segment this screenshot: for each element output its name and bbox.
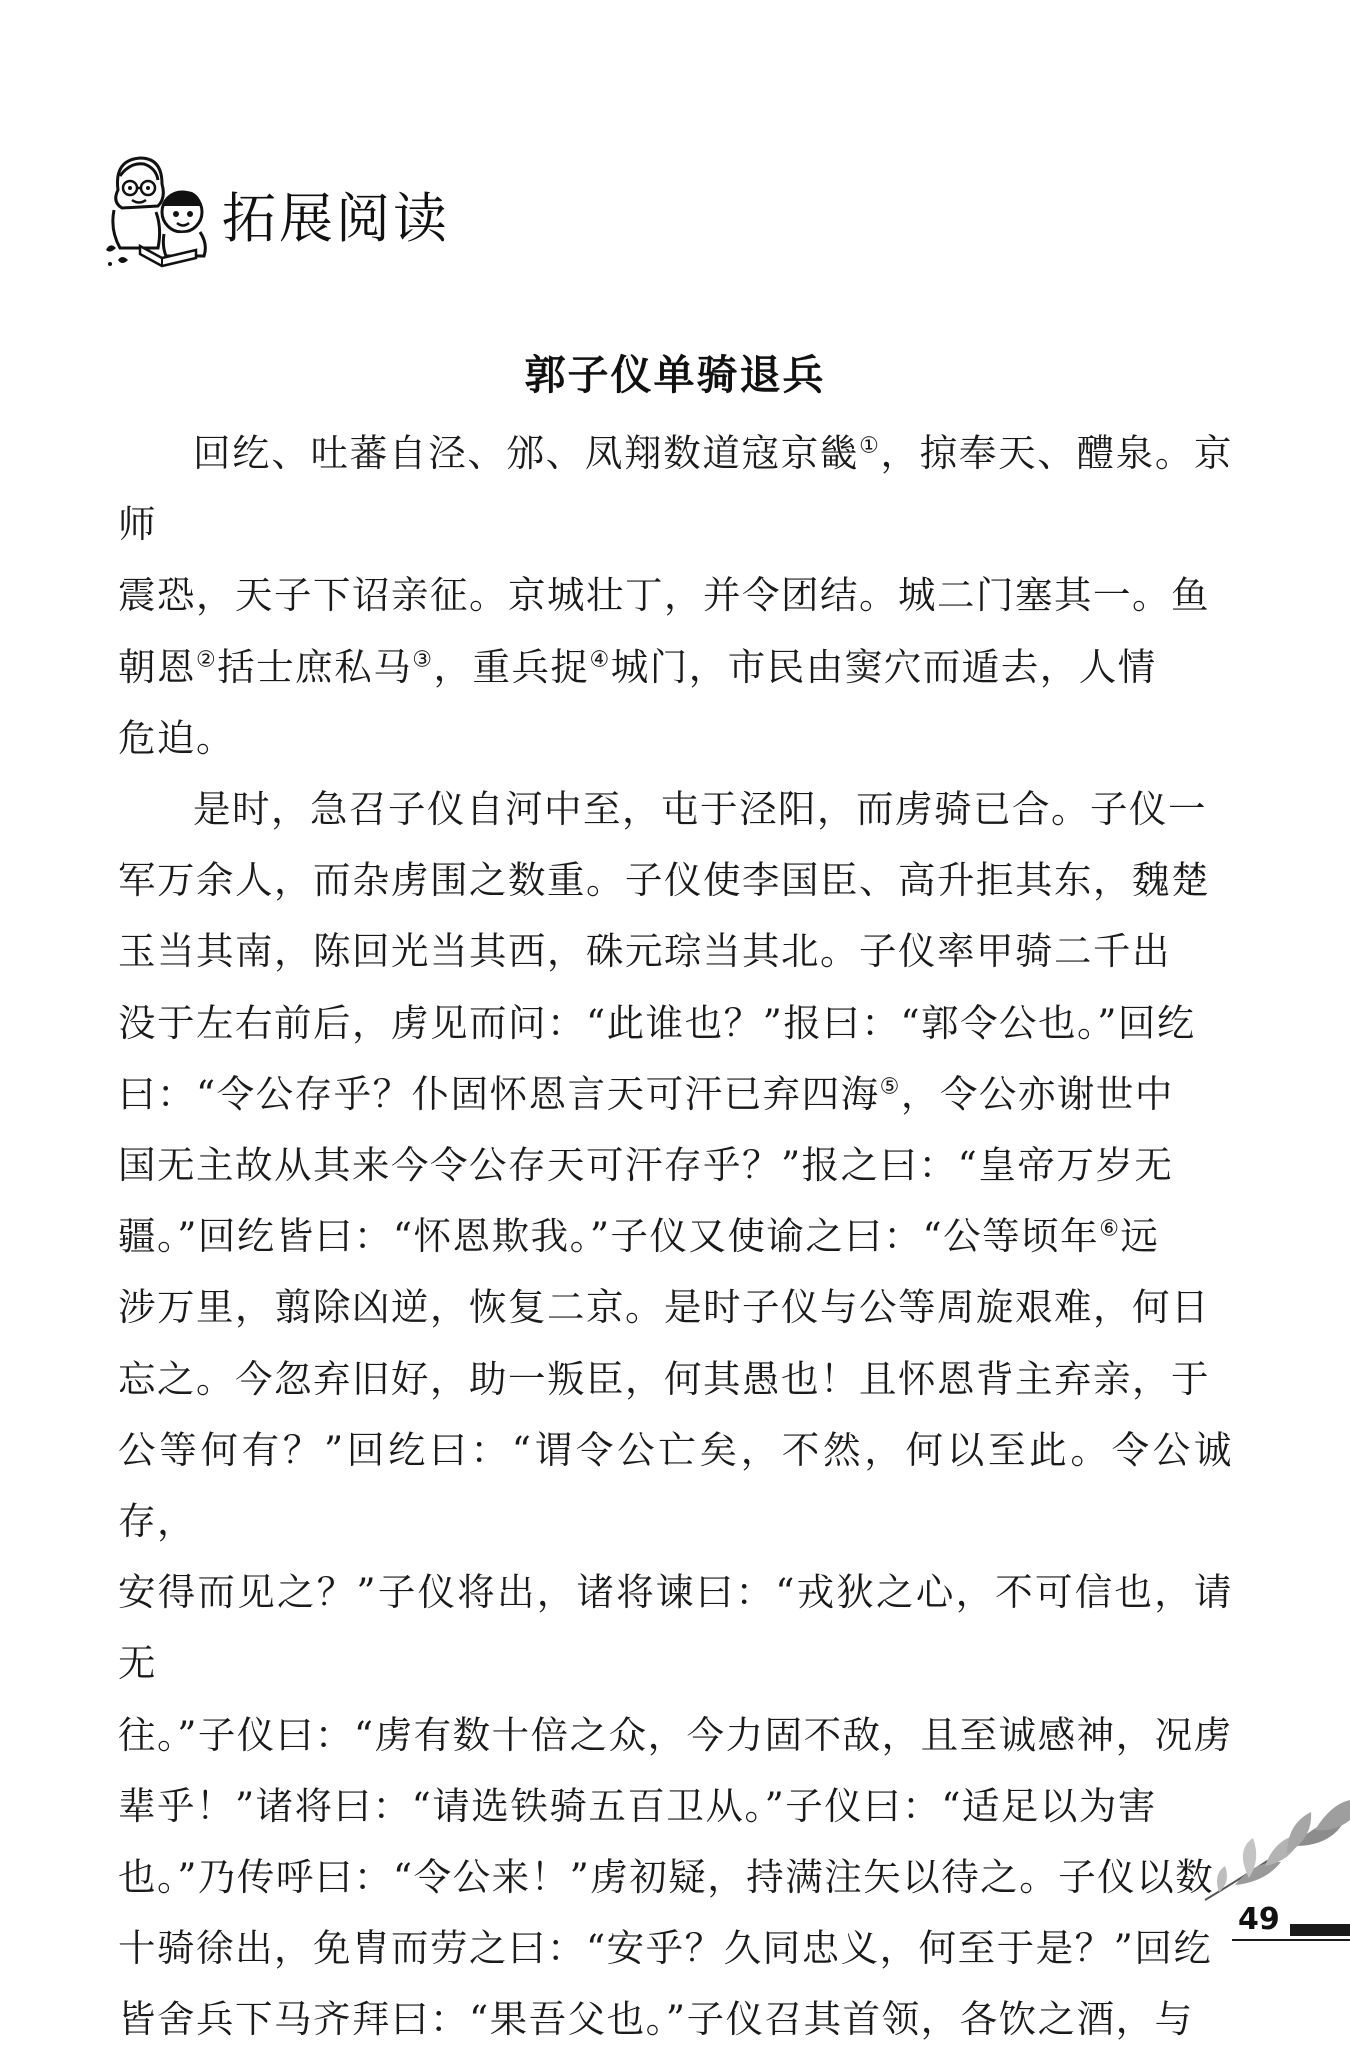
article-paragraph: [118, 774, 1233, 2056]
section-title: 拓展阅读: [222, 186, 450, 250]
page-number: 49: [1238, 1902, 1280, 1937]
text-line: [118, 1272, 1233, 1343]
text-segment: 涉万里，翦除凶逆，恢复二京。是时子仪与公等周旋艰难，何日: [118, 1285, 1210, 1330]
text-segment: 往。”子仪曰：“虏有数十倍之众，今力固不敌，且至诚感神，况虏: [118, 1712, 1233, 1757]
text-line: [118, 1771, 1233, 1842]
text-line: [118, 1984, 1233, 2055]
footnote-marker: ③: [412, 647, 434, 673]
article-title: 郭子仪单骑退兵: [524, 351, 826, 399]
text-segment: 远: [1120, 1214, 1160, 1259]
article-paragraph: [118, 418, 1233, 774]
text-segment: 也。”乃传呼曰：“令公来！”虏初疑，持满注矢以待之。子仪以数: [118, 1855, 1215, 1900]
footnote-marker: ⑥: [1099, 1216, 1121, 1242]
two-kids-reading-icon: [100, 150, 212, 270]
page-number-bar: [1290, 1924, 1350, 1936]
text-segment: 朝恩: [118, 644, 196, 689]
text-line: [118, 632, 1233, 703]
text-segment: 皆舍兵下马齐拜曰：“果吾父也。”子仪召其首领，各饮之酒，与: [118, 1997, 1194, 2042]
article-body: [118, 418, 1233, 2056]
footnote-marker: ⑤: [879, 1074, 901, 1100]
text-segment: 玉当其南，陈回光当其西，硃元琮当其北。子仪率甲骑二千出: [118, 929, 1171, 974]
text-line: [118, 1700, 1233, 1771]
text-segment: 忘之。今忽弃旧好，助一叛臣，何其愚也！且怀恩背主弃亲，于: [118, 1356, 1210, 1401]
text-segment: 曰：“令公存乎？仆固怀恩言天可汗已弃四海: [118, 1071, 880, 1116]
text-line: [118, 1344, 1233, 1415]
text-segment: 军万余人，而杂虏围之数重。子仪使李国臣、高升拒其东，魏楚: [118, 858, 1210, 903]
text-line: [118, 1059, 1233, 1130]
text-line: [118, 1415, 1233, 1557]
text-line: [118, 1842, 1233, 1913]
text-segment: 公等何有？”回纥曰：“谓令公亡矣，不然，何以至此。令公诚存，: [118, 1427, 1233, 1544]
text-line: [118, 774, 1233, 845]
section-header: [100, 150, 450, 270]
text-line: [118, 845, 1233, 916]
footnote-marker: ④: [589, 647, 611, 673]
leaf-branch-icon: [1195, 1790, 1350, 1910]
page-number-rule: [1232, 1939, 1350, 1941]
text-segment: 城门，市民由窦穴而遁去，人情: [610, 644, 1157, 689]
text-segment: 危迫。: [118, 715, 235, 760]
text-line: [118, 1130, 1233, 1201]
text-line: [118, 1201, 1233, 1272]
text-segment: 回纥、吐蕃自泾、邠、凤翔数道寇京畿: [193, 431, 860, 475]
text-segment: 没于左右前后，虏见而问：“此谁也？”报曰：“郭令公也。”回纥: [118, 1000, 1196, 1045]
text-segment: 括士庶私马: [217, 644, 413, 689]
text-segment: 十骑徐出，免胄而劳之曰：“安乎？久同忠义，何至于是？”回纥: [118, 1926, 1213, 1971]
text-segment: ，掠奉天、醴泉。京师: [118, 431, 1233, 547]
text-line: [118, 1913, 1233, 1984]
text-segment: 是时，急召子仪自河中至，屯于泾阳，而虏骑已合。子仪一: [193, 787, 1207, 832]
text-line: [118, 703, 1233, 774]
text-line: [118, 560, 1233, 631]
footnote-marker: ①: [859, 433, 881, 459]
text-line: [118, 988, 1233, 1059]
text-line: [118, 916, 1233, 987]
text-segment: 疆。”回纥皆曰：“怀恩欺我。”子仪又使谕之曰：“公等顷年: [118, 1214, 1100, 1259]
text-segment: 安得而见之？”子仪将出，诸将谏曰：“戎狄之心，不可信也，请无: [118, 1570, 1233, 1686]
text-segment: 辈乎！”诸将曰：“请选铁骑五百卫从。”子仪曰：“适足以为害: [118, 1783, 1157, 1828]
text-segment: ，重兵捉: [433, 644, 590, 689]
text-segment: ，令公亦谢世中: [900, 1071, 1174, 1116]
text-segment: 震恐，天子下诏亲征。京城壮丁，并令团结。城二门塞其一。鱼: [118, 573, 1210, 618]
text-segment: 国无主故从其来今令公存天可汗存乎？”报之曰：“皇帝万岁无: [118, 1143, 1174, 1188]
footnote-marker: ②: [196, 647, 218, 673]
text-line: [118, 1557, 1233, 1699]
text-line: [118, 418, 1233, 560]
